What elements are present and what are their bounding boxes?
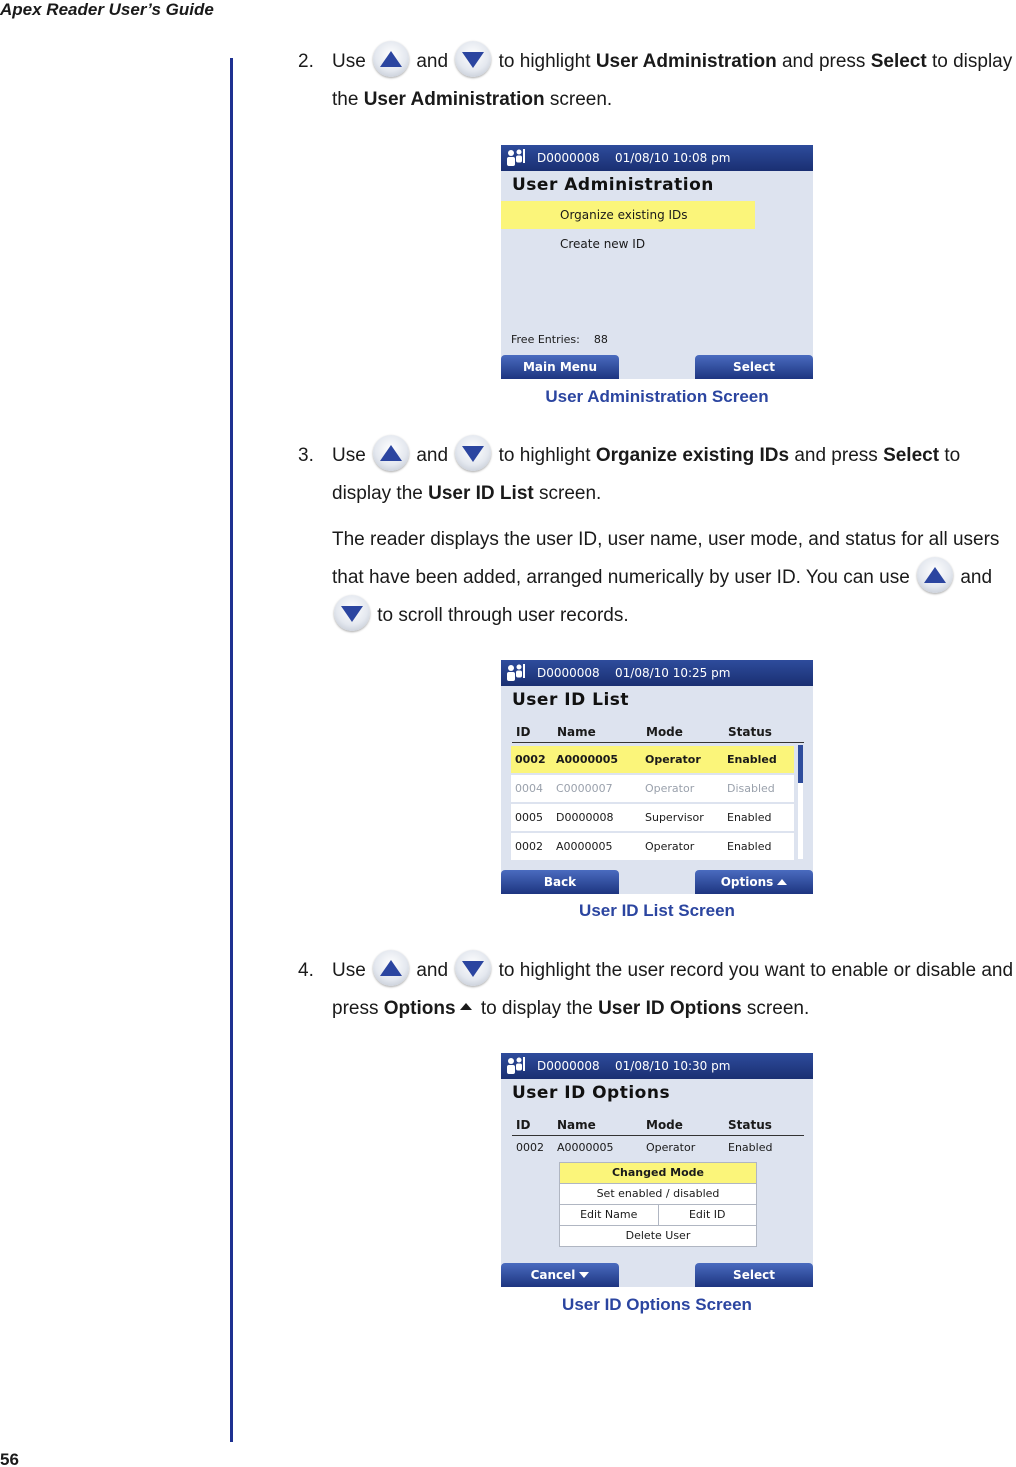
figure-caption: User ID List Screen xyxy=(579,901,735,920)
down-arrow-button-icon xyxy=(334,595,370,631)
screen-title: User ID List xyxy=(512,690,630,710)
datetime: 01/08/10 10:08 pm xyxy=(615,151,731,165)
status-bar xyxy=(501,660,813,686)
scrollbar-thumb[interactable] xyxy=(798,745,803,783)
table-row[interactable]: 0004 C0000007 Operator Disabled xyxy=(511,775,794,802)
step-number: 3. xyxy=(298,445,314,466)
triangle-down-icon xyxy=(579,1272,589,1278)
down-arrow-button-icon xyxy=(455,435,491,471)
step-number: 4. xyxy=(298,960,314,981)
users-icon xyxy=(505,148,527,171)
edit-name-option[interactable]: Edit Name xyxy=(559,1204,659,1226)
main-menu-button[interactable]: Main Menu xyxy=(501,355,619,379)
step-2: 2. Use and to highlight User Administration and press Select to display the User Administration screen. xyxy=(298,43,1016,119)
users-icon xyxy=(505,663,527,686)
selected-user-row: 0002 A0000005 Operator Enabled xyxy=(516,1141,773,1154)
running-head: Apex Reader User’s Guide xyxy=(0,0,214,19)
datetime: 01/08/10 10:25 pm xyxy=(615,666,731,680)
triangle-up-icon xyxy=(460,1003,472,1010)
delete-user-option[interactable]: Delete User xyxy=(559,1225,757,1247)
screen-title: User ID Options xyxy=(512,1083,671,1103)
edit-options-row xyxy=(559,1204,757,1226)
user-id-list-screen xyxy=(501,660,813,894)
step-3-paragraph: The reader displays the user ID, user name, user mode, and status for all users that have been added, arranged numerically by user ID. You can use and to scroll through user records. xyxy=(332,521,1016,635)
device-id: D0000008 xyxy=(537,666,600,680)
device-id: D0000008 xyxy=(537,151,600,165)
up-arrow-button-icon xyxy=(373,435,409,471)
menu-item-organize-ids[interactable]: Organize existing IDs xyxy=(501,201,755,229)
cancel-button[interactable]: Cancel xyxy=(501,1263,619,1287)
table-header: ID Name Mode Status xyxy=(512,1115,804,1136)
edit-id-option[interactable]: Edit ID xyxy=(658,1204,758,1226)
figure-caption: User Administration Screen xyxy=(545,387,769,406)
options-button[interactable]: Options xyxy=(695,870,813,894)
user-administration-screen xyxy=(501,145,813,379)
step-4: 4. Use and to highlight the user record you want to enable or disable and press Options to display the User ID Options screen. xyxy=(298,952,1016,1028)
triangle-up-icon xyxy=(777,879,787,885)
step-number: 2. xyxy=(298,51,314,72)
status-bar xyxy=(501,1053,813,1079)
margin-rule xyxy=(230,58,233,1442)
user-id-options-screen xyxy=(501,1053,813,1287)
options-popup xyxy=(559,1163,757,1247)
up-arrow-button-icon xyxy=(917,557,953,593)
table-header: ID Name Mode Status xyxy=(512,722,804,743)
down-arrow-button-icon xyxy=(455,950,491,986)
select-button[interactable]: Select xyxy=(695,355,813,379)
scrollbar[interactable] xyxy=(798,745,803,859)
down-arrow-button-icon xyxy=(455,41,491,77)
page-number: 56 xyxy=(0,1450,19,1467)
datetime: 01/08/10 10:30 pm xyxy=(615,1059,731,1073)
table-row[interactable]: 0005 D0000008 Supervisor Enabled xyxy=(511,804,794,831)
changed-mode-option[interactable]: Changed Mode xyxy=(559,1162,757,1184)
up-arrow-button-icon xyxy=(373,41,409,77)
free-entries: Free Entries: 88 xyxy=(511,333,608,346)
table-row[interactable]: 0002 A0000005 Operator Enabled xyxy=(511,833,794,860)
up-arrow-button-icon xyxy=(373,950,409,986)
menu-item-create-id[interactable]: Create new ID xyxy=(560,237,646,251)
screen-title: User Administration xyxy=(512,175,714,195)
table-row[interactable]: 0002 A0000005 Operator Enabled xyxy=(511,746,794,773)
figure-caption: User ID Options Screen xyxy=(562,1295,752,1314)
device-id: D0000008 xyxy=(537,1059,600,1073)
back-button[interactable]: Back xyxy=(501,870,619,894)
users-icon xyxy=(505,1056,527,1079)
select-button[interactable]: Select xyxy=(695,1263,813,1287)
set-enabled-disabled-option[interactable]: Set enabled / disabled xyxy=(559,1183,757,1205)
status-bar xyxy=(501,145,813,171)
step-3: 3. Use and to highlight Organize existing IDs and press Select to display the User ID List screen. The reader displays the user ID, user name, user mode, and status for all users that have been added, arranged numerically by user ID. You can use and to scroll through user records. xyxy=(298,437,1016,635)
